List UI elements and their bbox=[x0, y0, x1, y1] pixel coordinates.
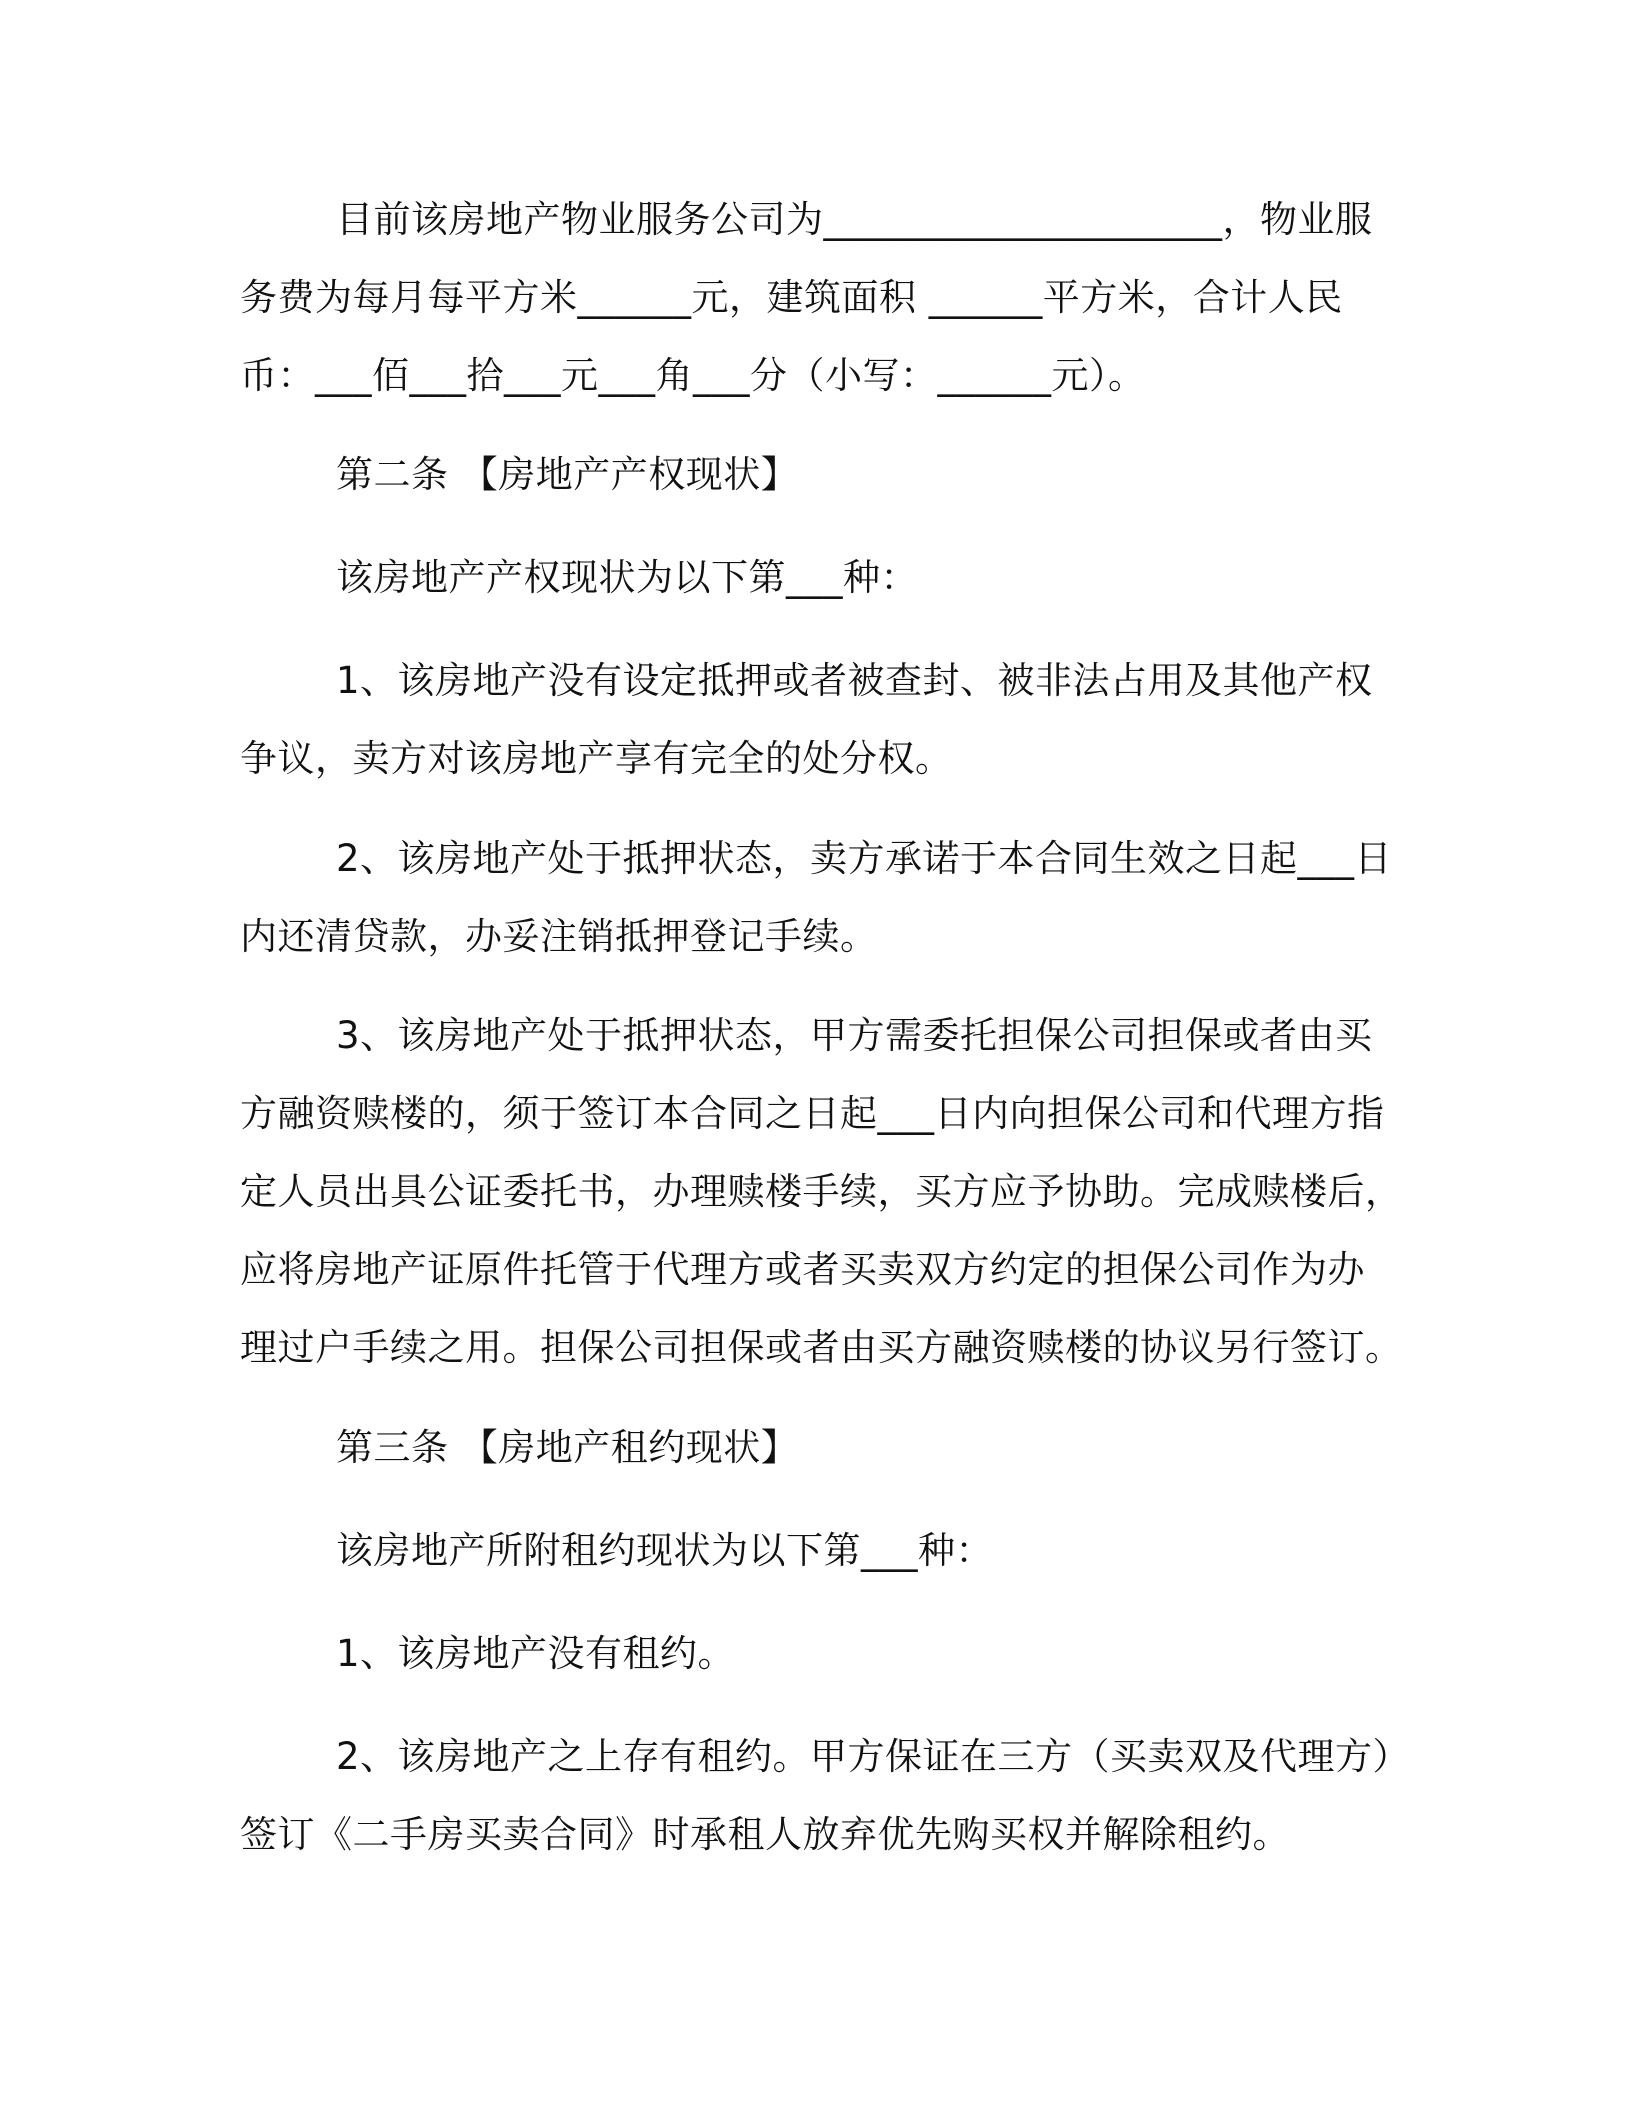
article-2-item-3-line-2: 方融资赎楼的，须于签订本合同之日起___日内向担保公司和代理方指 bbox=[240, 1092, 1385, 1135]
article-3-heading: 第三条 【房地产租约现状】 bbox=[336, 1426, 799, 1469]
article-2-intro: 该房地产产权现状为以下第___种： bbox=[336, 556, 918, 599]
article-2-item-3-line-3: 定人员出具公证委托书，办理赎楼手续，买方应予协助。完成赎楼后， bbox=[240, 1170, 1403, 1213]
article-2-item-1-line-1: 1、该房地产没有设定抵押或者被查封、被非法占用及其他产权 bbox=[336, 659, 1373, 702]
article-3-intro: 该房地产所附租约现状为以下第___种： bbox=[336, 1529, 993, 1572]
article-2-item-2-line-1: 2、该房地产处于抵押状态，卖方承诺于本合同生效之日起___日 bbox=[336, 837, 1393, 880]
article-2-heading: 第二条 【房地产产权现状】 bbox=[336, 453, 799, 496]
paragraph-property-service-line-3: 币：___佰___拾___元___角___分（小写：______元）。 bbox=[240, 354, 1146, 397]
article-2-item-3-line-5: 理过户手续之用。担保公司担保或者由买方融资赎楼的协议另行签订。 bbox=[240, 1326, 1403, 1369]
paragraph-property-service-line-1: 目前该房地产物业服务公司为_____________________，物业服 bbox=[336, 198, 1373, 241]
article-3-item-2-line-1: 2、该房地产之上存有租约。甲方保证在三方（买卖双及代理方） bbox=[336, 1735, 1411, 1778]
article-2-item-1-line-2: 争议，卖方对该房地产享有完全的处分权。 bbox=[240, 737, 953, 780]
article-2-item-2-line-2: 内还清贷款，办妥注销抵押登记手续。 bbox=[240, 915, 878, 958]
article-2-item-3-line-1: 3、该房地产处于抵押状态，甲方需委托担保公司担保或者由买 bbox=[336, 1014, 1373, 1057]
paragraph-property-service-line-2: 务费为每月每平方米______元，建筑面积 ______平方米，合计人民 bbox=[240, 276, 1343, 319]
article-3-item-2-line-2: 签订《二手房买卖合同》时承租人放弃优先购买权并解除租约。 bbox=[240, 1813, 1290, 1856]
article-3-item-1: 1、该房地产没有租约。 bbox=[336, 1632, 736, 1675]
article-2-item-3-line-4: 应将房地产证原件托管于代理方或者买卖双方约定的担保公司作为办 bbox=[240, 1248, 1365, 1291]
